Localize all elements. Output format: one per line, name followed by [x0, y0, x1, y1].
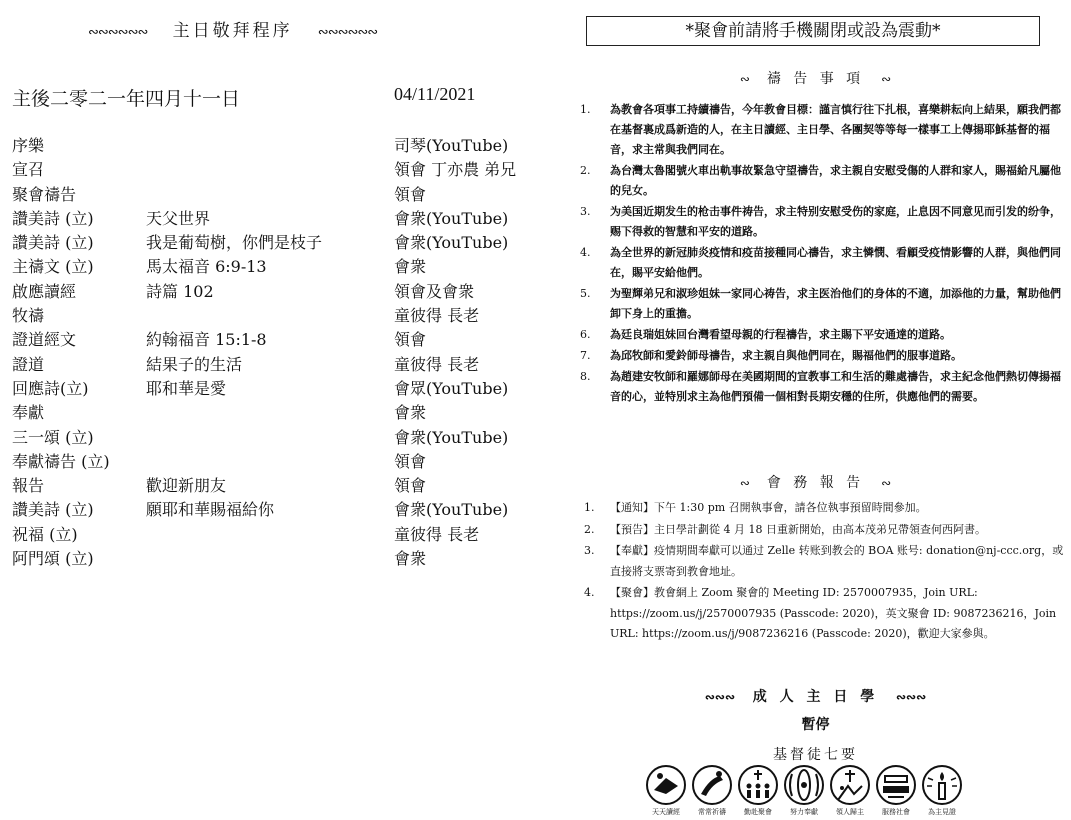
offering-icon: [782, 764, 826, 806]
order-row: [12, 401, 540, 425]
sunday-school-heading: [560, 686, 1071, 706]
order-item: 牧禱: [12, 306, 45, 326]
affairs-item-text: 【通知】下午 1:30 pm 召開執事會，請各位執事預留時間參加。: [610, 501, 927, 514]
affairs-item-text: 【預告】主日學計劃從 4 月 18 日重新開始，由高本茂弟兄帶領查何西阿書。: [610, 522, 986, 536]
date-chinese: 主後二零二一年四月十一日: [12, 88, 241, 110]
affairs-item-number: 2.: [584, 522, 595, 536]
order-row: [12, 255, 540, 279]
ornament-icon: ∾∾∾: [704, 690, 735, 704]
order-person: 童彼得 長老: [394, 306, 480, 326]
order-content: 結果子的生活: [146, 354, 243, 374]
prayer-item-text: 為台灣太魯閣號火車出軌事故緊急守望禱告，求主親自安慰受傷的人群和家人，賜福給凡屬他的兒女。: [610, 164, 1061, 197]
title-ornament-left: ∾∾∾∾∾∾: [88, 25, 148, 40]
order-person: 領會 丁亦農 弟兄: [394, 160, 517, 180]
order-person: 領會: [394, 184, 427, 204]
prayer-item-text: 为聖輝弟兄和淑珍姐妹一家同心祷告，求主医治他们的身体的不適，加添他的力量，幫助他們卸下身上的重擔。: [610, 287, 1061, 320]
order-item: 回應詩(立): [12, 378, 89, 398]
prayer-item-number: 1.: [580, 103, 591, 116]
prayer-item-text: 為廷良瑞姐妹回台灣看望母親的行程禱告，求主賜下平安通達的道路。: [610, 328, 951, 341]
prayer-item-number: 7.: [580, 349, 591, 362]
affairs-item-number: 1.: [584, 501, 595, 514]
title-ornament-right: ∾∾∾∾∾∾: [317, 25, 378, 40]
community-service-icon: [874, 764, 918, 806]
order-row: [12, 498, 540, 522]
prayer-item-text: 為邱牧師和愛鈴師母禱告，求主親自與他們同在，賜福他們的服事道路。: [610, 349, 962, 362]
order-row: [12, 304, 540, 328]
order-item: 阿門頌 (立): [12, 549, 94, 569]
affairs-item-number: 3.: [584, 544, 595, 557]
sunday-school-heading-text: 成 人 主 日 學: [752, 689, 879, 705]
order-person: 童彼得 長老: [394, 524, 480, 544]
affairs-item: [574, 498, 1064, 519]
order-item: 讚美詩 (立): [12, 500, 94, 520]
prayer-heading-text: 禱 告 事 項: [766, 71, 865, 87]
prayer-item-number: 2.: [580, 164, 591, 177]
order-item: 主禱文 (立): [12, 257, 94, 277]
ornament-icon: ∾: [881, 476, 892, 490]
order-person: 領會: [394, 476, 427, 496]
order-content: 耶和華是愛: [146, 378, 227, 398]
bible-reading-icon: [644, 764, 688, 806]
affairs-item: [574, 541, 1064, 582]
ornament-icon: ∾∾∾: [896, 690, 927, 704]
phone-notice: *聚會前請將手機關閉或設為震動*: [586, 16, 1040, 46]
order-person: 童彼得 長老: [394, 354, 480, 374]
order-person: 會衆(YouTube): [394, 208, 509, 228]
seven-essential-item: [920, 764, 964, 816]
program-title: [88, 16, 377, 41]
announcements-panel: [560, 0, 1071, 820]
affairs-list: [574, 498, 1064, 646]
seven-essential-label: 勤赴聚會: [744, 808, 772, 816]
affairs-item-number: 4.: [584, 586, 595, 599]
order-item: 聚會禱告: [12, 184, 77, 204]
order-row: [12, 523, 540, 547]
prayer-item-number: 8.: [580, 370, 591, 383]
affairs-item: [574, 583, 1064, 645]
order-row: [12, 231, 540, 255]
order-item: 序樂: [12, 136, 45, 155]
seven-essential-label: 領人歸主: [836, 808, 864, 816]
seven-essential-item: [736, 764, 780, 816]
prayer-item: [570, 284, 1070, 324]
prayer-item-number: 4.: [580, 246, 591, 259]
seven-essentials-row: [644, 764, 966, 816]
order-content: 我是葡萄樹，你們是枝子: [146, 233, 323, 253]
order-row: [12, 158, 540, 182]
prayer-item-number: 3.: [580, 205, 591, 218]
order-row: [12, 377, 540, 401]
affairs-heading-text: 會 務 報 告: [766, 475, 865, 491]
order-item: 祝福 (立): [12, 524, 78, 544]
order-person: 司琴(YouTube): [394, 136, 509, 155]
order-person: 會衆: [394, 549, 427, 569]
prayer-list: [570, 100, 1070, 408]
seven-essential-item: [828, 764, 872, 816]
order-person: 領會: [394, 451, 427, 471]
seven-essential-item: [644, 764, 688, 816]
prayer-item-text: 為全世界的新冠肺炎疫情和疫苗接種同心禱告，求主憐憫、看顧受疫情影響的人群，與他們同在，賜平安給他們。: [610, 246, 1061, 279]
order-row: [12, 426, 540, 450]
prayer-heading: [560, 68, 1071, 88]
praying-icon: [690, 764, 734, 806]
worship-gathering-icon: [736, 764, 780, 806]
prayer-item-text: 为美国近期发生的枪击事件祷告，求主特别安慰受伤的家庭，止息因不同意见而引发的纷争，赐下得救的智慧和平安的道路。: [610, 205, 1061, 238]
affairs-item: [574, 520, 1064, 541]
order-person: 領會: [394, 330, 427, 350]
order-item: 讚美詩 (立): [12, 208, 94, 228]
prayer-item: [570, 202, 1070, 242]
affairs-item-text: 【聚會】教會網上 Zoom 聚會的 Meeting ID: 2570007935，Join URL: https://zoom.us/j/2570007935 (Passcode: 2020)，英文聚會 ID: 9087236216，Join URL: https://zoom.us/j/9087236216 (Passcode: 2020)，歡迎大家參與。: [610, 586, 1057, 640]
order-row: [12, 353, 540, 377]
seven-essential-label: 服務社會: [882, 808, 910, 816]
seven-essentials-title: 基督徒七要: [773, 747, 858, 763]
affairs-item-text: 【奉獻】疫情期間奉獻可以通过 Zelle 转账到教会的 BOA 账号: donation@nj-ccc.org，或直接將支票寄到教會地址。: [610, 544, 1064, 578]
order-row: [12, 280, 540, 304]
order-person: 會衆(YouTube): [394, 500, 509, 520]
seven-essential-label: 為主見證: [928, 808, 956, 816]
prayer-item-number: 5.: [580, 287, 591, 300]
order-person: 會眾(YouTube): [394, 378, 509, 398]
order-content: 歡迎新朋友: [146, 476, 227, 496]
prayer-item: [570, 325, 1070, 345]
seven-essential-label: 天天讀經: [652, 808, 680, 816]
order-content: 願耶和華賜福給你: [146, 500, 275, 520]
prayer-item: [570, 243, 1070, 283]
order-row: [12, 547, 540, 571]
evangelism-icon: [828, 764, 872, 806]
prayer-item-text: 為趙建安牧師和羅娜師母在美國期間的宣教事工和生活的難處禱告，求主紀念他們熱切傳揚福音的心，並特別求主為他們預備一個相對長期安穩的住所，供應他們的需要。: [610, 370, 1061, 403]
ornament-icon: ∾: [739, 72, 750, 86]
date-numeric: 04/11/2021: [394, 84, 476, 104]
seven-essential-label: 常常祈禱: [698, 808, 726, 816]
order-row: [12, 474, 540, 498]
seven-essential-label: 努力奉獻: [790, 808, 818, 816]
order-person: 領會及會衆: [394, 281, 475, 301]
order-content: 詩篇 102: [146, 281, 214, 301]
order-content: 約翰福音 15:1-8: [146, 330, 267, 350]
prayer-item: [570, 367, 1070, 407]
order-row: [12, 328, 540, 352]
order-person: 會衆: [394, 403, 427, 423]
sunday-school-status: 暫停: [801, 717, 830, 733]
prayer-item: [570, 346, 1070, 366]
order-item: 三一頌 (立): [12, 427, 94, 447]
order-item: 讚美詩 (立): [12, 233, 94, 253]
seven-essential-item: [874, 764, 918, 816]
affairs-heading: [560, 472, 1071, 492]
order-person: 會衆: [394, 257, 427, 277]
order-item: 啟應讀經: [12, 281, 77, 301]
order-row: [12, 134, 540, 158]
order-content: 天父世界: [146, 208, 211, 228]
seven-essential-item: [782, 764, 826, 816]
order-item: 證道經文: [12, 330, 77, 350]
prayer-item-text: 為教會各項事工持續禱告，今年教會目標：謹言慎行往下扎根，喜樂耕耘向上結果，願我們都在基督裏成爲新造的人，在主日讀經、主日學、各團契等等每一樣事工上傳揚耶穌基督的福音，求主常與我們同在。: [610, 103, 1061, 156]
program-title-text: 主日敬拜程序: [172, 21, 293, 41]
seven-essential-item: [690, 764, 734, 816]
prayer-item-number: 6.: [580, 328, 591, 341]
prayer-item: [570, 161, 1070, 201]
witness-candle-icon: [920, 764, 964, 806]
order-item: 報告: [12, 476, 45, 496]
ornament-icon: ∾: [881, 72, 892, 86]
order-item: 證道: [12, 354, 45, 374]
order-item: 奉獻: [12, 403, 45, 423]
order-content: 馬太福音 6:9-13: [146, 257, 267, 277]
order-item: 奉獻禱告 (立): [12, 451, 110, 471]
order-person: 會衆(YouTube): [394, 233, 509, 253]
order-row: [12, 207, 540, 231]
order-row: [12, 450, 540, 474]
order-of-service: [12, 134, 540, 571]
ornament-icon: ∾: [739, 476, 750, 490]
prayer-item: [570, 100, 1070, 160]
order-row: [12, 183, 540, 207]
order-item: 宣召: [12, 160, 45, 180]
order-person: 會衆(YouTube): [394, 427, 509, 447]
